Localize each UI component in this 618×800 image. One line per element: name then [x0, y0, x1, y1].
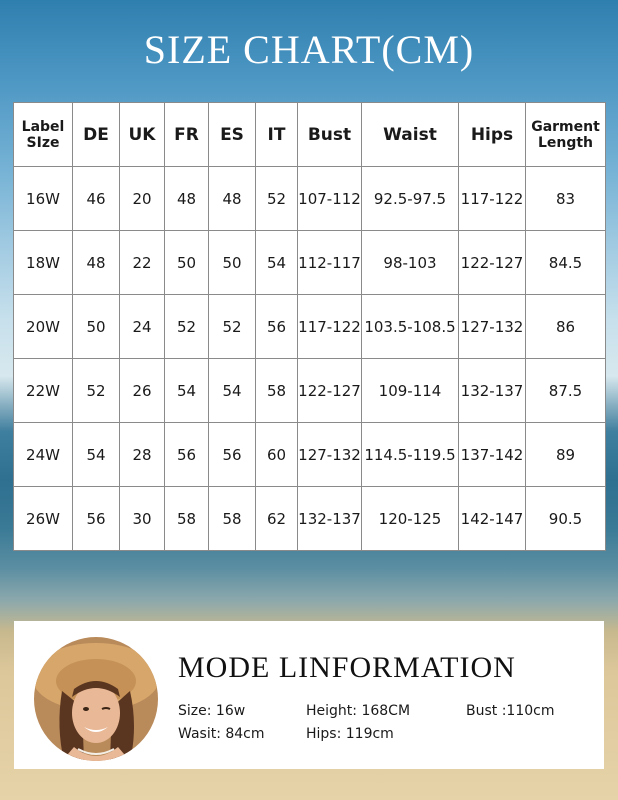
cell-it: 56	[256, 295, 298, 359]
cell-es: 54	[209, 359, 256, 423]
header-it: IT	[256, 103, 298, 167]
model-info-title: MODE LINFORMATION	[178, 651, 516, 684]
table-row	[14, 231, 606, 295]
cell-es: 52	[209, 295, 256, 359]
table-row	[14, 487, 606, 551]
cell-it: 60	[256, 423, 298, 487]
cell-fr: 48	[165, 167, 209, 231]
table-row	[14, 167, 606, 231]
cell-bust: 127-132	[298, 423, 362, 487]
header-uk: UK	[120, 103, 165, 167]
model-waist: Wasit: 84cm	[178, 726, 265, 742]
cell-hips: 117-122	[459, 167, 526, 231]
cell-it: 54	[256, 231, 298, 295]
cell-label-size: 18W	[14, 231, 73, 295]
table-row	[14, 423, 606, 487]
table-row	[14, 359, 606, 423]
model-hips: Hips: 119cm	[306, 726, 394, 742]
cell-uk: 30	[120, 487, 165, 551]
cell-garment-length: 89	[526, 423, 606, 487]
model-bust: Bust :110cm	[466, 703, 555, 719]
cell-de: 56	[73, 487, 120, 551]
cell-bust: 112-117	[298, 231, 362, 295]
cell-garment-length: 84.5	[526, 231, 606, 295]
cell-label-size: 22W	[14, 359, 73, 423]
model-height: Height: 168CM	[306, 703, 411, 719]
header-garment-length: Garment Length	[526, 103, 606, 167]
header-es: ES	[209, 103, 256, 167]
cell-waist: 120-125	[362, 487, 459, 551]
table-row	[14, 295, 606, 359]
cell-uk: 24	[120, 295, 165, 359]
cell-waist: 103.5-108.5	[362, 295, 459, 359]
cell-label-size: 26W	[14, 487, 73, 551]
cell-fr: 50	[165, 231, 209, 295]
cell-garment-length: 90.5	[526, 487, 606, 551]
cell-es: 50	[209, 231, 256, 295]
header-fr: FR	[165, 103, 209, 167]
cell-es: 48	[209, 167, 256, 231]
cell-uk: 28	[120, 423, 165, 487]
cell-waist: 109-114	[362, 359, 459, 423]
cell-waist: 92.5-97.5	[362, 167, 459, 231]
cell-garment-length: 83	[526, 167, 606, 231]
cell-hips: 127-132	[459, 295, 526, 359]
cell-de: 46	[73, 167, 120, 231]
header-de: DE	[73, 103, 120, 167]
cell-label-size: 16W	[14, 167, 73, 231]
cell-es: 58	[209, 487, 256, 551]
size-chart-table	[13, 102, 605, 551]
page-title: SIZE CHART(CM)	[143, 27, 475, 72]
cell-it: 58	[256, 359, 298, 423]
cell-uk: 22	[120, 231, 165, 295]
cell-fr: 58	[165, 487, 209, 551]
cell-hips: 137-142	[459, 423, 526, 487]
cell-hips: 122-127	[459, 231, 526, 295]
cell-fr: 54	[165, 359, 209, 423]
cell-hips: 142-147	[459, 487, 526, 551]
header-label-size: Label SIze	[14, 103, 73, 167]
cell-label-size: 20W	[14, 295, 73, 359]
model-size: Size: 16w	[178, 703, 246, 719]
cell-es: 56	[209, 423, 256, 487]
header-waist: Waist	[362, 103, 459, 167]
cell-label-size: 24W	[14, 423, 73, 487]
cell-bust: 117-122	[298, 295, 362, 359]
model-info-card	[14, 621, 604, 769]
cell-de: 48	[73, 231, 120, 295]
cell-garment-length: 87.5	[526, 359, 606, 423]
cell-de: 54	[73, 423, 120, 487]
cell-it: 52	[256, 167, 298, 231]
cell-bust: 122-127	[298, 359, 362, 423]
cell-bust: 132-137	[298, 487, 362, 551]
cell-bust: 107-112	[298, 167, 362, 231]
cell-fr: 52	[165, 295, 209, 359]
cell-hips: 132-137	[459, 359, 526, 423]
cell-de: 50	[73, 295, 120, 359]
cell-uk: 20	[120, 167, 165, 231]
cell-uk: 26	[120, 359, 165, 423]
model-avatar	[34, 637, 158, 761]
header-bust: Bust	[298, 103, 362, 167]
cell-de: 52	[73, 359, 120, 423]
header-hips: Hips	[459, 103, 526, 167]
cell-it: 62	[256, 487, 298, 551]
cell-garment-length: 86	[526, 295, 606, 359]
table-header-row	[14, 103, 606, 167]
cell-waist: 114.5-119.5	[362, 423, 459, 487]
cell-waist: 98-103	[362, 231, 459, 295]
cell-fr: 56	[165, 423, 209, 487]
